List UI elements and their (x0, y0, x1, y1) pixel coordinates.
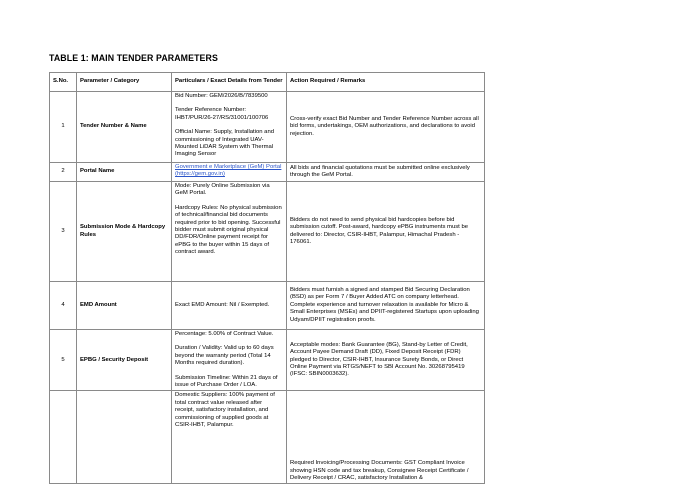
detail-line: Duration / Validity: Valid up to 60 days beyond the warranty period (Total 14 Months required duration). (175, 345, 274, 367)
detail-line: Mode: Purely Online Submission via GeM Portal. (175, 183, 270, 197)
row-details (172, 282, 287, 330)
header-details: Particulars / Exact Details from Tender (172, 73, 287, 92)
detail-line: Bid Number: GEM/2026/B/7839500 (175, 93, 268, 99)
row-sno: 2 (50, 163, 77, 182)
row-action: Acceptable modes: Bank Guarantee (BG), Stand-by Letter of Credit, Account Payee Demand Draft (DD), Fixed Deposit Receipt (FDR) pledged to Director, CSIR-IHBT, Insurance Surety Bonds, or Direct Online Payment via RTGS/NEFT to SBI Account No. 30268795419 (IFSC: SBIN0003632). (287, 330, 485, 391)
row-parameter: Tender Number & Name (77, 92, 172, 163)
table-row (50, 163, 485, 182)
row-parameter (77, 391, 172, 484)
detail-line: Exact EMD Amount: Nil / Exempted. (175, 301, 270, 308)
table-row (50, 330, 485, 391)
row-sno (50, 391, 77, 484)
detail-line: Domestic Suppliers: 100% payment of total contract value released after receipt, satisfactory installation, and commissioning of supplied goods at CSIR-IHBT, Palampur. (175, 392, 275, 429)
detail-line: Submission Timeline: Within 21 days of issue of Purchase Order / LOA. (175, 374, 278, 389)
table-row (50, 391, 485, 484)
row-parameter: Portal Name (77, 163, 172, 182)
row-parameter: EMD Amount (77, 282, 172, 330)
row-action: Bidders do not need to send physical bid hardcopies before bid submission cutoff. Post-award, hardcopy ePBG instruments must be delivered to: Director, CSIR-IHBT, Palampur, Himachal Pradesh - 176061. (287, 182, 485, 282)
header-action: Action Required / Remarks (287, 73, 485, 92)
row-action: Cross-verify exact Bid Number and Tender Reference Number across all bid forms, undertakings, OEM authorizations, and declarations to avoid rejection. (287, 92, 485, 163)
table-row (50, 92, 485, 163)
row-parameter: Submission Mode & Hardcopy Rules (77, 182, 172, 282)
row-details (172, 92, 287, 163)
row-details (172, 391, 287, 484)
row-parameter: EPBG / Security Deposit (77, 330, 172, 391)
detail-line: Percentage: 5.00% of Contract Value. (175, 331, 274, 337)
header-sno: S.No. (50, 73, 77, 92)
row-details (172, 163, 287, 182)
row-action: Bidders must furnish a signed and stamped Bid Securing Declaration (BSD) as per Form 7 / Buyer Added ATC on company letterhead. Complete experience and turnover relaxation is available for Micro & Small Enterprises (MSEs) and DPIIT-registered Startups upon uploading Udyam/DPIIT registration proofs. (287, 282, 485, 330)
detail-line: Hardcopy Rules: No physical submission of technical/financial bid documents required prior to bid opening. Successful bidder must submit original physical DD/FDR/Online payment receipt for ePBG to the buyer within 15 days of contract award. (175, 204, 282, 256)
tender-parameters-table (49, 72, 485, 484)
header-parameter: Parameter / Category (77, 73, 172, 92)
row-sno: 1 (50, 92, 77, 163)
table-header-row (50, 73, 485, 92)
detail-line: Tender Reference Number: IHBT/PUR/26-27/RS/31001/100706 (175, 107, 269, 121)
row-sno: 4 (50, 282, 77, 330)
table-title: TABLE 1: MAIN TENDER PARAMETERS (49, 53, 218, 63)
gem-portal-link[interactable]: Government e Marketplace (GeM) Portal (https://gem.gov.in) (175, 164, 282, 178)
row-action: Required Invoicing/Processing Documents: GST Compliant Invoice showing HSN code and tax breakup, Consignee Receipt Certificate / Delivery Receipt / CRAC, satisfactory Installation & (287, 391, 485, 484)
detail-line: Official Name: Supply, Installation and commissioning of Integrated UAV-Mounted LiDAR System with Thermal Imaging Sensor (175, 129, 274, 158)
row-sno: 5 (50, 330, 77, 391)
row-action: All bids and financial quotations must be submitted online exclusively through the GeM Portal. (287, 163, 485, 182)
row-details (172, 182, 287, 282)
table-row (50, 182, 485, 282)
row-details (172, 330, 287, 391)
table-row (50, 282, 485, 330)
row-sno: 3 (50, 182, 77, 282)
